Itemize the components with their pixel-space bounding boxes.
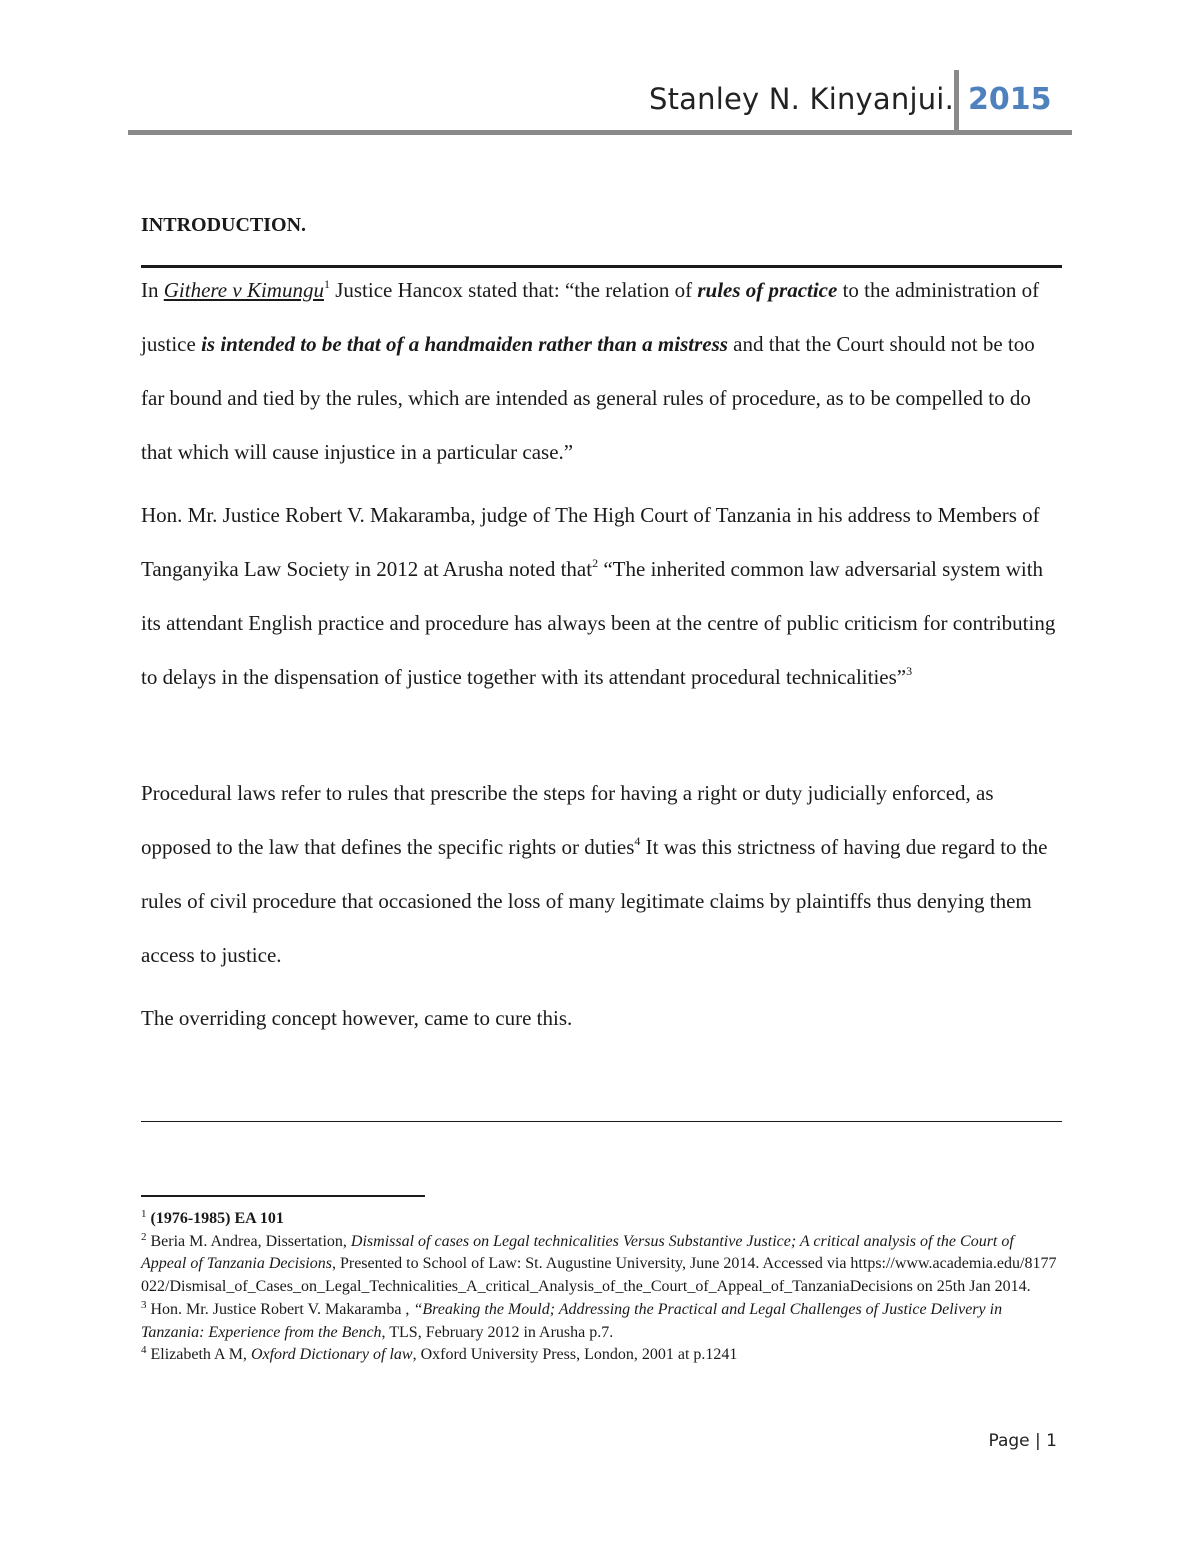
footnote-ref-1[interactable]: 1: [323, 277, 330, 291]
footnote-separator: [141, 1195, 425, 1197]
footnote-text: (1976-1985) EA 101: [146, 1210, 284, 1227]
paragraph-2: [141, 488, 1062, 704]
footnote-4: [141, 1344, 1062, 1367]
footnote-1: [141, 1208, 1062, 1231]
footnote-number: 1: [141, 1208, 147, 1220]
header-year: 2015: [968, 82, 1052, 117]
paragraph-3-text: It was this strictness of having due regard to the rules of civil procedure that occasioned the loss of many legitimate claims by plaintiffs thus denying them access to justice.: [141, 835, 1048, 967]
section-heading: INTRODUCTION.: [141, 214, 307, 236]
footnote-text: Beria M. Andrea, Dissertation,: [146, 1232, 351, 1250]
footnote-ref-4[interactable]: 4: [634, 834, 641, 848]
case-name-link[interactable]: Githere v Kimungu: [163, 278, 324, 302]
footnote-text: , TLS, February 2012 in Arusha p.7.: [381, 1323, 614, 1341]
paragraph-4: The overriding concept however, came to cure this.: [141, 1006, 573, 1030]
footnote-number: 4: [141, 1344, 147, 1357]
footnote-number: 3: [141, 1298, 147, 1311]
footnote-ref-2[interactable]: 2: [592, 556, 599, 570]
footnote-text: Elizabeth A M,: [146, 1346, 251, 1364]
footnote-ref-3[interactable]: 3: [906, 664, 913, 678]
paragraph-1-text: Justice Hancox stated that: “the relation of: [329, 278, 698, 302]
paragraph-3-text: Procedural laws refer to rules that prescribe the steps for having a right or duty judicially enforced, as opposed to the law that defines the specific rights or duties: [141, 781, 994, 859]
paragraph-1-text: to the administration of justice: [141, 278, 1040, 356]
header-author: Stanley N. Kinyanjui.: [648, 82, 954, 116]
paragraph-1-text: In: [141, 278, 164, 302]
footnotes: [141, 1208, 1062, 1367]
emphasis-text: is intended to be that of a handmaiden rather than a mistress: [201, 332, 728, 356]
footnote-text: on 25th Jan 2014.: [912, 1278, 1031, 1296]
paragraph-3: [141, 766, 1062, 982]
page-number: Page | 1: [988, 1431, 1057, 1451]
footnote-2: [141, 1231, 1062, 1299]
header-separator: [954, 70, 959, 130]
footnote-title: Dismissal of cases on Legal technicalities Versus Substantive Justice; A critical analysis of the Court of Appeal of Tanzania Decisions: [141, 1232, 1014, 1273]
paragraph-1-text: and that the Court should not be too far bound and tied by the rules, which are intended as general rules of procedure, as to be compelled to do that which will cause injustice in a particular case.”: [141, 332, 1035, 464]
paragraph-1: [141, 263, 1062, 479]
footnote-text: , Presented to School of Law: St. Augustine University, June 2014. Accessed via: [331, 1255, 851, 1273]
emphasis-text: rules of practice: [697, 278, 838, 302]
paragraph-2-text: “The inherited common law adversarial system with its attendant English practice and procedure has always been at the centre of public criticism for contributing to delays in the dispensation of justice together with its attendant procedural technicalities”: [141, 557, 1056, 689]
footnote-text: Hon. Mr. Justice Robert V. Makaramba ,: [146, 1300, 414, 1318]
footnote-title: “Breaking the Mould; Addressing the Practical and Legal Challenges of Justice Delivery in Tanzania: Experience from the Bench: [141, 1300, 1003, 1341]
page-header: [128, 70, 1072, 136]
paragraph-2-text: Hon. Mr. Justice Robert V. Makaramba, judge of The High Court of Tanzania in his address to Members of Tanganyika Law Society in 2012 at Arusha noted that: [141, 503, 1040, 581]
footnote-3: [141, 1299, 1062, 1344]
footnote-number: 2: [141, 1230, 147, 1243]
header-rule: [128, 130, 1072, 135]
footnote-text: , Oxford University Press, London, 2001 at p.1241: [412, 1346, 738, 1364]
footnote-url-link[interactable]: https://www.academia.edu/8177022/Dismisal_of_Cases_on_Legal_Technicalities_A_critical_Analysis_of_the_Court_of_Appeal_of_TanzaniaDecisions: [141, 1255, 1057, 1296]
footnote-title: Oxford Dictionary of law: [250, 1346, 413, 1364]
section-end-rule: [141, 1121, 1062, 1122]
